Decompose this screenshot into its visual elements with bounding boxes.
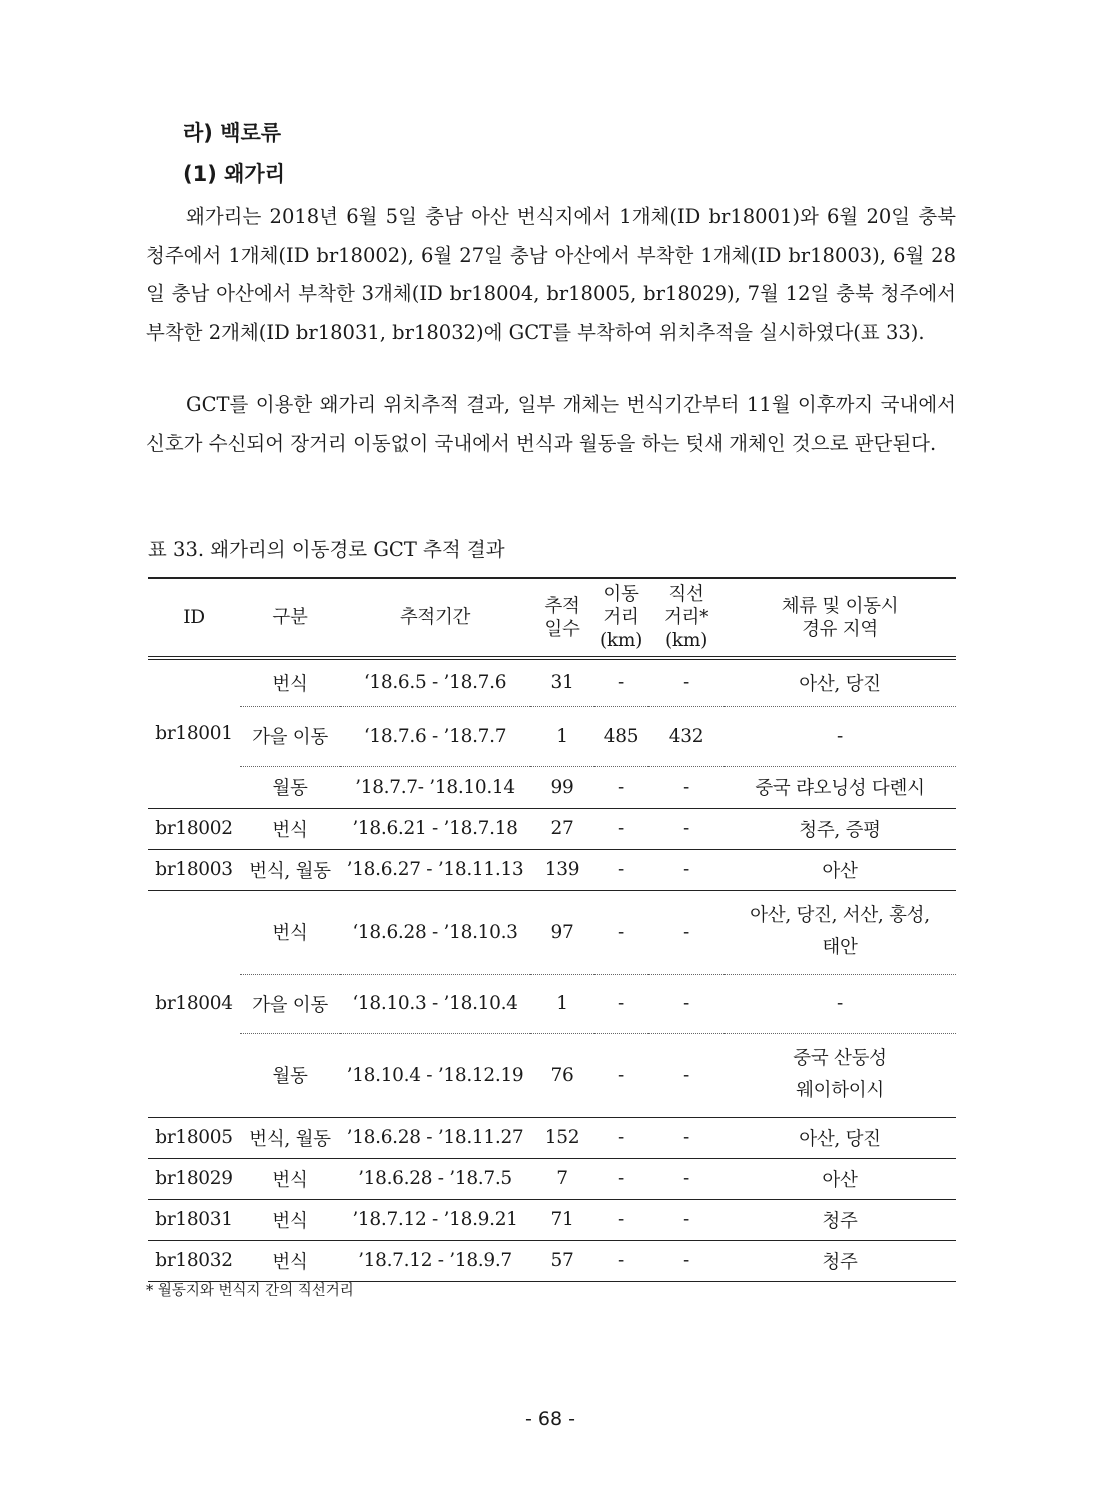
cell-days: 7 xyxy=(530,1158,594,1199)
cell-id: br18002 xyxy=(148,808,240,849)
header-region: 체류 및 이동시 경유 지역 xyxy=(724,578,956,658)
cell-distance: - xyxy=(594,1199,648,1240)
subsection-heading: (1) 왜가리 xyxy=(183,162,285,186)
header-period: 추적기간 xyxy=(340,578,530,658)
cell-region: 청주, 증평 xyxy=(724,808,956,849)
cell-days: 27 xyxy=(530,808,594,849)
cell-straight: - xyxy=(648,1033,724,1117)
cell-days: 57 xyxy=(530,1240,594,1281)
cell-distance: - xyxy=(594,808,648,849)
cell-type: 번식, 월동 xyxy=(240,849,340,890)
section-heading: 라) 백로류 xyxy=(183,121,282,145)
cell-type: 월동 xyxy=(240,1033,340,1117)
cell-region: 청주 xyxy=(724,1240,956,1281)
cell-id: br18001 xyxy=(148,658,240,808)
cell-distance: - xyxy=(594,1240,648,1281)
cell-distance: - xyxy=(594,766,648,808)
cell-days: 99 xyxy=(530,766,594,808)
cell-straight: - xyxy=(648,1240,724,1281)
cell-region: 아산, 당진 xyxy=(724,1117,956,1158)
cell-type: 가을 이동 xyxy=(240,706,340,766)
cell-period: ’18.7.12 - ’18.9.7 xyxy=(340,1240,530,1281)
cell-type: 번식 xyxy=(240,1158,340,1199)
cell-distance: - xyxy=(594,890,648,974)
cell-straight: - xyxy=(648,808,724,849)
cell-period: ’18.7.7- ’18.10.14 xyxy=(340,766,530,808)
cell-period: ’18.6.28 - ’18.7.5 xyxy=(340,1158,530,1199)
cell-type: 번식 xyxy=(240,890,340,974)
paragraph-2: GCT를 이용한 왜가리 위치추적 결과, 일부 개체는 번식기간부터 11월 이후까지 국내에서 신호가 수신되어 장거리 이동없이 국내에서 번식과 월동을 하는 텃새 개체인 것으로 판단된다. xyxy=(146,393,956,455)
cell-type: 번식 xyxy=(240,658,340,706)
header-type: 구분 xyxy=(240,578,340,658)
cell-region: - xyxy=(724,974,956,1033)
table-row xyxy=(148,890,956,974)
cell-days: 152 xyxy=(530,1117,594,1158)
cell-period: ‘18.6.28 - ’18.10.3 xyxy=(340,890,530,974)
table-row xyxy=(148,658,956,706)
cell-days: 71 xyxy=(530,1199,594,1240)
table-caption: 표 33. 왜가리의 이동경로 GCT 추적 결과 xyxy=(148,538,505,561)
cell-region: 아산, 당진, 서산, 홍성, 태안 xyxy=(724,890,956,974)
cell-days: 139 xyxy=(530,849,594,890)
cell-period: ’18.6.21 - ’18.7.18 xyxy=(340,808,530,849)
header-days: 추적 일수 xyxy=(530,578,594,658)
cell-straight: - xyxy=(648,658,724,706)
cell-id: br18003 xyxy=(148,849,240,890)
cell-period: ‘18.6.5 - ’18.7.6 xyxy=(340,658,530,706)
header-straight-distance: 직선 거리* (km) xyxy=(648,578,724,658)
cell-region: 아산, 당진 xyxy=(724,658,956,706)
cell-region: 아산 xyxy=(724,1158,956,1199)
table-row xyxy=(148,766,956,808)
cell-distance: - xyxy=(594,658,648,706)
cell-days: 1 xyxy=(530,974,594,1033)
cell-days: 76 xyxy=(530,1033,594,1117)
cell-straight: - xyxy=(648,766,724,808)
table-row xyxy=(148,1117,956,1158)
cell-id: br18029 xyxy=(148,1158,240,1199)
cell-region: 청주 xyxy=(724,1199,956,1240)
cell-type: 번식 xyxy=(240,808,340,849)
cell-days: 97 xyxy=(530,890,594,974)
cell-period: ‘18.10.3 - ’18.10.4 xyxy=(340,974,530,1033)
cell-period: ’18.7.12 - ’18.9.21 xyxy=(340,1199,530,1240)
cell-id: br18031 xyxy=(148,1199,240,1240)
cell-type: 번식, 월동 xyxy=(240,1117,340,1158)
table-row xyxy=(148,974,956,1033)
cell-id: br18005 xyxy=(148,1117,240,1158)
table-row xyxy=(148,1033,956,1117)
table-row xyxy=(148,1158,956,1199)
cell-straight: - xyxy=(648,849,724,890)
paragraph-1: 왜가리는 2018년 6월 5일 충남 아산 번식지에서 1개체(ID br18001)와 6월 20일 충북 청주에서 1개체(ID br18002), 6월 27일 충남 아산에서 부착한 1개체(ID br18003), 6월 28일 충남 아산에서 부착한 3개체(ID br18004, br18005, br18029), 7월 12일 충북 청주에서 부착한 2개체(ID br18031, br18032)에 GCT를 부착하여 위치추적을 실시하였다(표 33). xyxy=(146,205,956,344)
cell-days: 1 xyxy=(530,706,594,766)
table-footnote: * 월동지와 번식지 간의 직선거리 xyxy=(146,1283,354,1299)
cell-type: 번식 xyxy=(240,1240,340,1281)
cell-distance: - xyxy=(594,1158,648,1199)
cell-region: 중국 랴오닝성 다롄시 xyxy=(724,766,956,808)
cell-straight: - xyxy=(648,1199,724,1240)
cell-period: ’18.10.4 - ’18.12.19 xyxy=(340,1033,530,1117)
table-row xyxy=(148,1199,956,1240)
table-row xyxy=(148,849,956,890)
cell-type: 월동 xyxy=(240,766,340,808)
cell-straight: 432 xyxy=(648,706,724,766)
table-row xyxy=(148,1240,956,1281)
cell-distance: - xyxy=(594,849,648,890)
cell-type: 번식 xyxy=(240,1199,340,1240)
cell-period: ’18.6.28 - ’18.11.27 xyxy=(340,1117,530,1158)
cell-straight: - xyxy=(648,1158,724,1199)
cell-id: br18004 xyxy=(148,890,240,1117)
cell-days: 31 xyxy=(530,658,594,706)
cell-distance: - xyxy=(594,1117,648,1158)
cell-distance: 485 xyxy=(594,706,648,766)
tracking-results-table xyxy=(148,577,956,1282)
cell-region: - xyxy=(724,706,956,766)
cell-straight: - xyxy=(648,890,724,974)
cell-type: 가을 이동 xyxy=(240,974,340,1033)
page-number: - 68 - xyxy=(525,1408,575,1430)
table-header-row xyxy=(148,578,956,658)
cell-period: ’18.6.27 - ’18.11.13 xyxy=(340,849,530,890)
header-distance: 이동 거리 (km) xyxy=(594,578,648,658)
cell-id: br18032 xyxy=(148,1240,240,1281)
cell-distance: - xyxy=(594,1033,648,1117)
cell-period: ‘18.7.6 - ’18.7.7 xyxy=(340,706,530,766)
table-row xyxy=(148,706,956,766)
header-id: ID xyxy=(148,578,240,658)
cell-distance: - xyxy=(594,974,648,1033)
cell-region: 중국 산둥성 웨이하이시 xyxy=(724,1033,956,1117)
cell-straight: - xyxy=(648,974,724,1033)
table-row xyxy=(148,808,956,849)
cell-region: 아산 xyxy=(724,849,956,890)
cell-straight: - xyxy=(648,1117,724,1158)
